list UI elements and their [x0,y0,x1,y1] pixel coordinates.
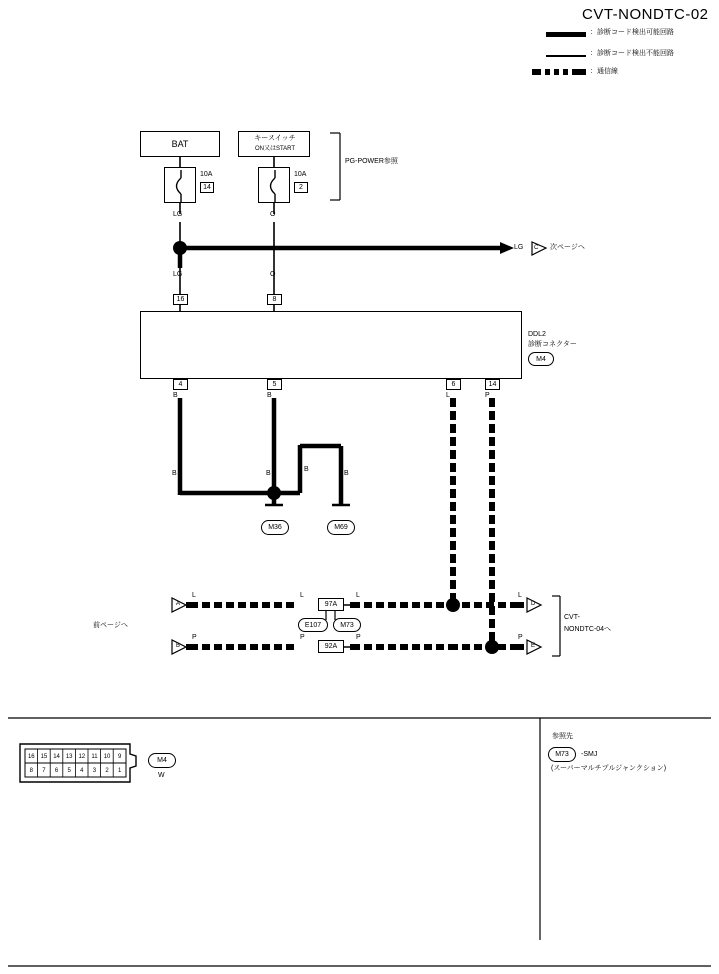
legend-label-2: ：通信線 [590,68,618,75]
fuse-left-number: 14 [200,182,214,193]
ddl2-connector-body [140,311,522,379]
reference-name: -SMJ [581,751,598,758]
pin-11: 11 [91,753,98,760]
connector-pins-top-row [25,750,126,763]
link-tag-e: E [531,643,536,649]
connector-e107: E107 [298,618,328,632]
wire-l-right: L [518,592,522,599]
junction-dot-ground [267,486,281,500]
next-page-tag: C [534,245,539,251]
bat-label: BAT [171,139,189,149]
fuse-right-amp: 10A [294,171,307,178]
link-tag-a: A [176,601,181,607]
right-ref-line-1: CVT- [564,614,580,621]
wire-color-lg-2: LG [173,271,183,278]
ddl2-pin-5: 5 [267,379,282,390]
ddl2-pin-14: 14 [485,379,500,390]
wire-l-mid: L [300,592,304,599]
ground-point-m69: M69 [327,520,355,535]
wire-color-b-r2: B [344,470,349,477]
prev-page-label: 前ページへ [93,622,128,629]
pin-6: 6 [54,767,59,774]
ddl2-connector-id: M4 [528,352,554,366]
pin-9: 9 [118,753,122,760]
connector-m73: M73 [333,618,361,632]
reference-connector-id: M73 [548,747,576,762]
wire-color-b-pin4: B [173,392,178,399]
link-tag-d: D [531,601,536,607]
ddl2-name-2: 診断コネクター [528,341,577,348]
ground-point-m36: M36 [261,520,289,535]
pin-2: 2 [105,767,109,774]
legend-label-0: ：診断コード検出可能回路 [590,29,674,36]
ddl2-pin-4: 4 [173,379,188,390]
key-switch-box [238,131,310,157]
ddl2-pin-8: 8 [267,294,282,305]
wire-l-mid2: L [356,592,360,599]
fuse-box-left [164,167,196,203]
ddl2-name-1: DDL2 [528,331,546,338]
next-page-wire-color: LG [514,244,524,251]
right-ref-line-2: NONDTC-04へ [564,626,612,633]
ddl2-pin-6: 6 [446,379,461,390]
footer-connector-color: W [158,772,165,779]
bat-box [140,131,220,157]
wire-color-b-r1: B [304,466,309,473]
legend-label-1: ：診断コード検出不能回路 [590,50,674,57]
pin-10: 10 [103,753,111,760]
junction-dot-p [485,640,499,654]
link-tag-b: B [176,643,181,649]
junction-dot-l [446,598,460,612]
pin-4: 4 [80,767,84,774]
footer-connector-id: M4 [148,753,176,768]
wire-l-left: L [192,592,196,599]
fuse-box-right [258,167,290,203]
wire-color-o-2: O [270,271,276,278]
pin-14: 14 [53,753,60,760]
pin-7: 7 [42,767,46,774]
connector-pins-bottom-row [25,764,126,777]
ddl2-pin-16: 16 [173,294,188,305]
pin-5: 5 [67,767,71,774]
reference-description: (スーパーマルチプルジャンクション) [551,765,667,772]
pin-1: 1 [118,767,122,774]
next-page-label: 次ページへ [550,244,585,251]
wire-color-b-mid: B [266,470,271,477]
fuse-right-number: 2 [294,182,308,193]
page-title: CVT-NONDTC-02 [582,6,709,23]
connector-92a: 92A [318,640,344,653]
pin-15: 15 [40,753,48,760]
wire-color-lg-1: LG [173,211,183,218]
wire-p-mid: P [300,634,305,641]
pin-16: 16 [27,753,35,760]
pin-8: 8 [29,767,33,774]
pin-3: 3 [92,767,97,774]
wire-p-right: P [518,634,523,641]
key-switch-label-1: キースイッチ [254,135,296,142]
wire-p-left: P [192,634,197,641]
key-switch-label-2: ON又はSTART [254,146,296,152]
wire-color-b-pin5: B [267,392,272,399]
connector-97a: 97A [318,598,344,611]
wire-color-l-pin6: L [446,392,450,399]
wire-color-b-left: B [172,470,177,477]
wire-color-p-pin14: P [485,392,490,399]
pin-12: 12 [78,753,86,760]
fuse-left-amp: 10A [200,171,213,178]
wire-p-mid2: P [356,634,361,641]
pg-power-reference: PG-POWER参照 [345,158,398,165]
wire-color-o-1: O [270,211,276,218]
junction-dot-lg [173,241,187,255]
reference-heading: 参照先 [552,733,573,740]
pin-13: 13 [65,753,73,760]
